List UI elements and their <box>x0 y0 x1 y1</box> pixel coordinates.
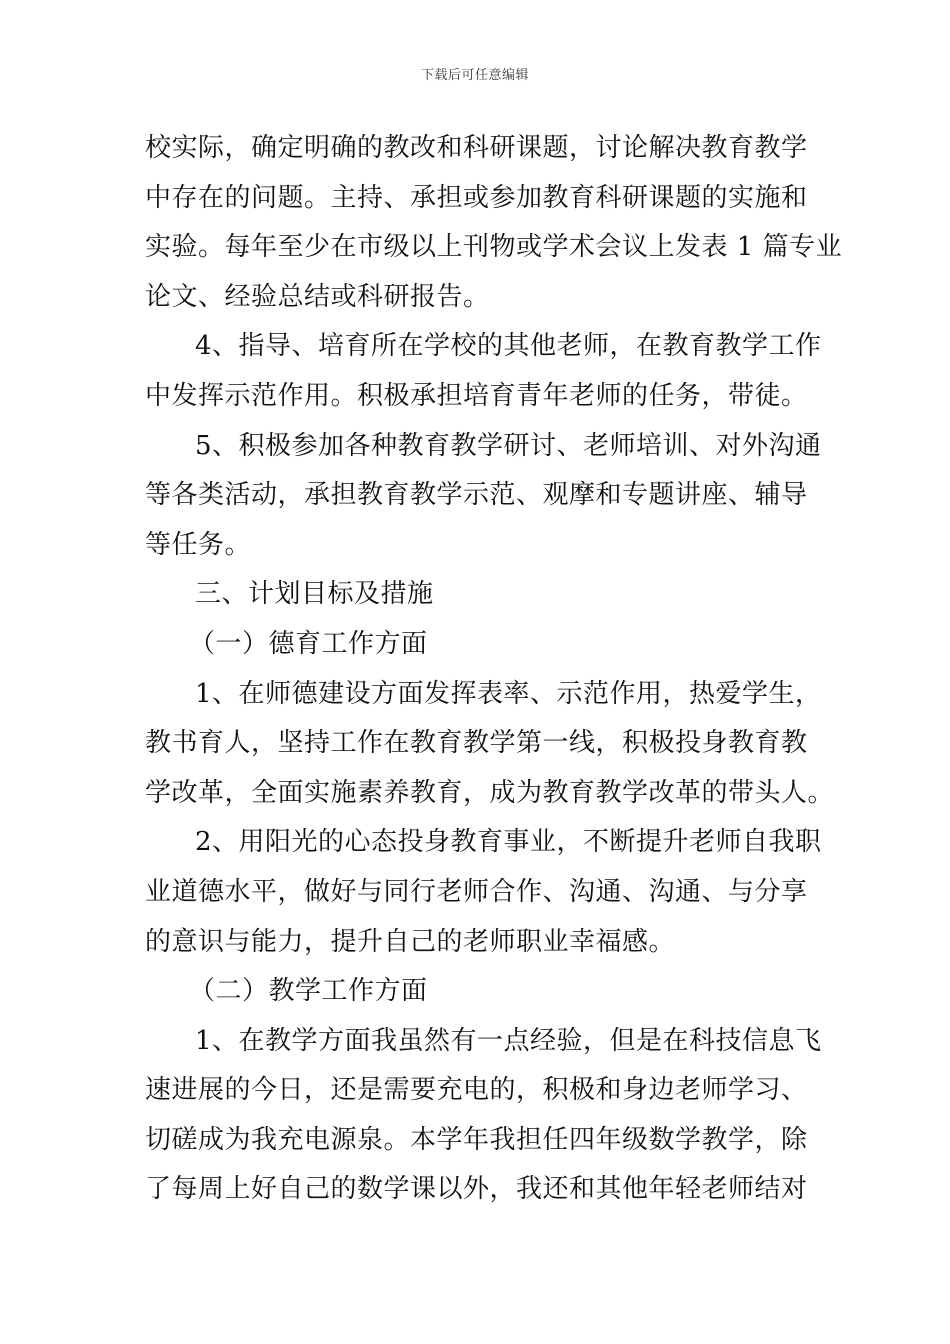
text-line: 中存在的问题。主持、承担或参加教育科研课题的实施和 <box>145 182 808 213</box>
text-line: 2、用阳光的心态投身教育事业，不断提升老师自我职 <box>195 827 822 858</box>
text-line: 论文、经验总结或科研报告。 <box>145 281 490 312</box>
document-body <box>145 124 843 1215</box>
text-line: 4、指导、培育所在学校的其他老师，在教育教学工作 <box>195 331 822 362</box>
text-line: 等任务。 <box>145 529 252 560</box>
paragraph-moral-1 <box>145 670 835 819</box>
paragraph-research <box>145 124 843 322</box>
text-line: 的意识与能力，提升自己的老师职业幸福感。 <box>145 926 676 957</box>
paragraph-item-5 <box>145 422 822 571</box>
heading-text: 三、计划目标及措施 <box>195 579 434 610</box>
paragraph-teaching-1 <box>145 1017 822 1215</box>
paragraph-moral-2 <box>145 818 822 967</box>
paragraph-item-4 <box>145 322 822 421</box>
text-line: 中发挥示范作用。积极承担培育青年老师的任务，带徒。 <box>145 380 808 411</box>
text-line: 业道德水平，做好与同行老师合作、沟通、沟通、与分享 <box>145 876 808 907</box>
subsection-heading-moral <box>145 620 810 670</box>
text-line: 校实际，确定明确的教改和科研课题，讨论解决教育教学 <box>145 133 808 163</box>
text-line: 切磋成为我充电源泉。本学年我担任四年级数学教学，除 <box>145 1124 808 1155</box>
text-line: 速进展的今日，还是需要充电的，积极和身边老师学习、 <box>145 1075 808 1106</box>
text-line: 1、在师德建设方面发挥表率、示范作用，热爱学生， <box>195 678 822 709</box>
text-line: 实验。每年至少在市级以上刊物或学术会议上发表 1 篇专业 <box>145 232 843 263</box>
text-line: 5、积极参加各种教育教学研讨、老师培训、对外沟通 <box>195 430 822 461</box>
heading-text: （一）德育工作方面 <box>189 628 428 659</box>
text-line: 等各类活动，承担教育教学示范、观摩和专题讲座、辅导 <box>145 480 808 511</box>
text-line: 1、在教学方面我虽然有一点经验，但是在科技信息飞 <box>195 1025 822 1056</box>
text-line: 教书育人，坚持工作在教育教学第一线，积极投身教育教 <box>145 728 808 759</box>
subsection-heading-teaching <box>145 967 810 1017</box>
page-header-note: 下载后可任意编辑 <box>420 68 529 83</box>
text-line: 了每周上好自己的数学课以外，我还和其他年轻老师结对 <box>145 1174 808 1205</box>
heading-text: （二）教学工作方面 <box>189 976 428 1007</box>
section-heading <box>145 570 810 620</box>
text-line: 学改革，全面实施素养教育，成为教育教学改革的带头人。 <box>145 777 835 808</box>
